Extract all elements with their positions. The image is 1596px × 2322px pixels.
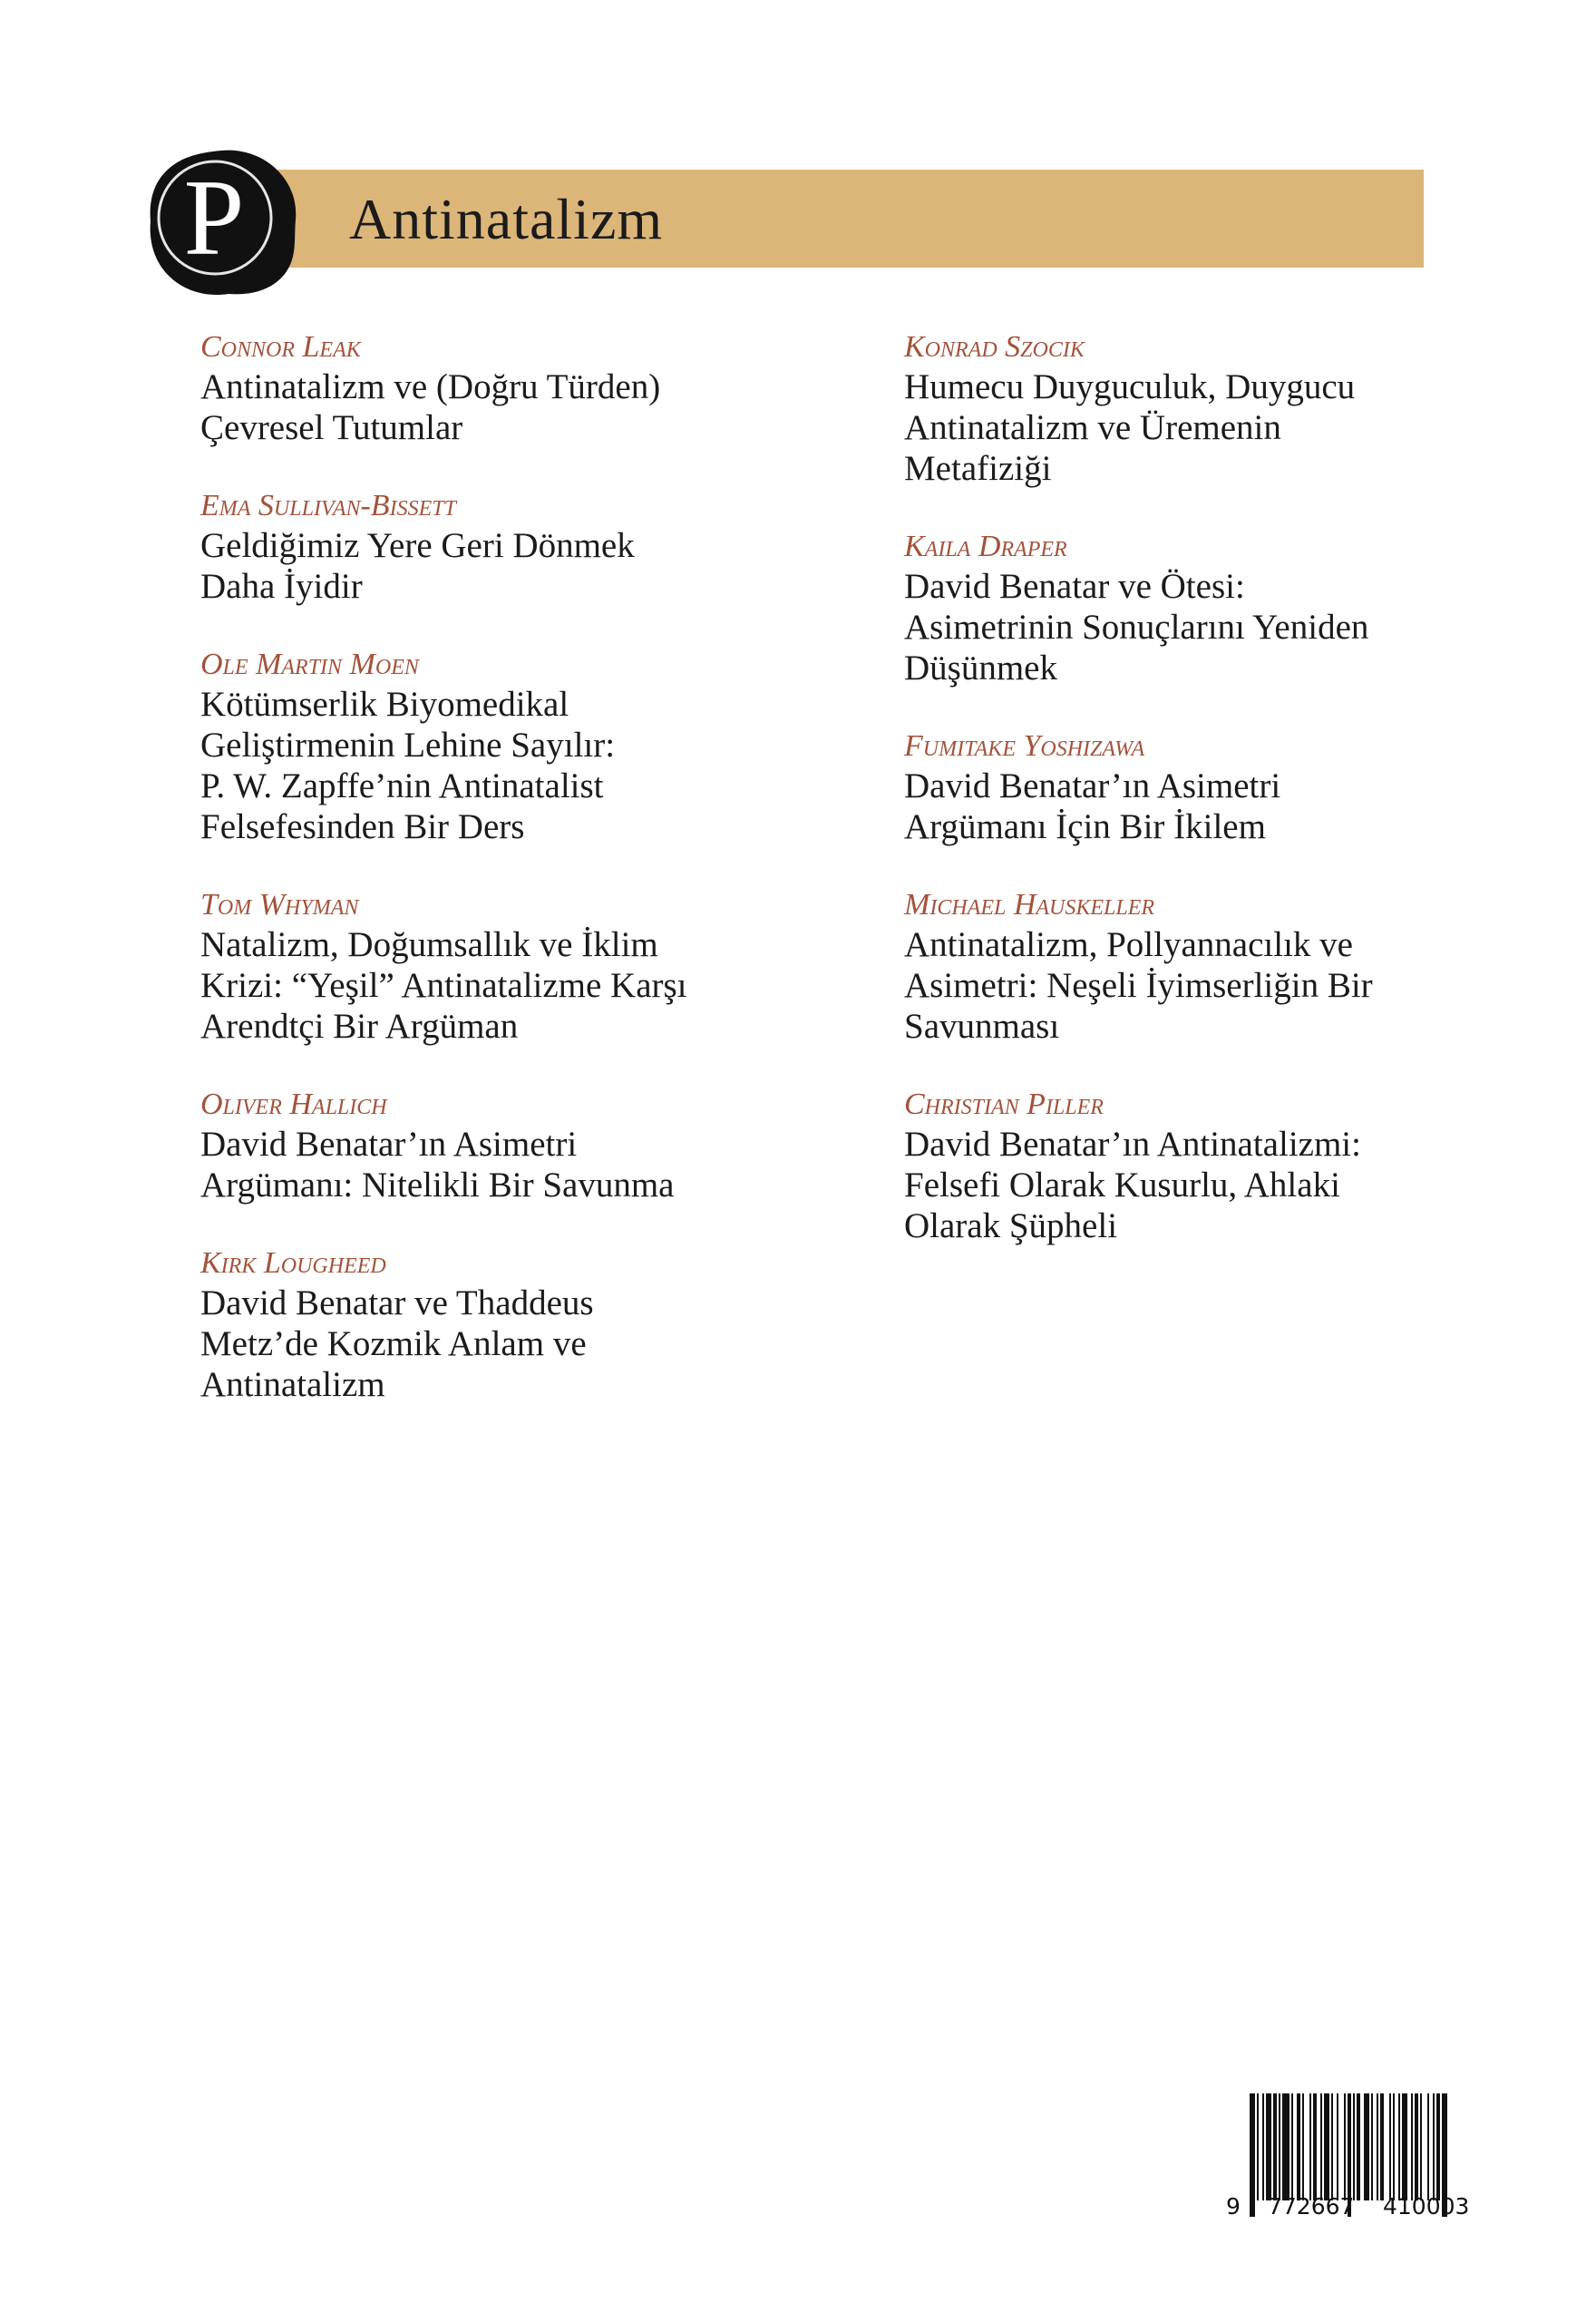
page-title: Antinatalizm — [349, 187, 664, 251]
barcode-bar — [1320, 2093, 1322, 2200]
article-author: Ema Sullivan-Bissett — [200, 489, 456, 522]
barcode-bar — [1324, 2093, 1329, 2200]
article-title — [200, 1124, 763, 1205]
article-title — [200, 684, 763, 847]
article-title-line: Antinatalizm ve (Doğru Türden) — [200, 367, 661, 406]
barcode-bar — [1250, 2093, 1255, 2217]
article-title-line: Asimetri: Neşeli İyimserliğin Bir — [904, 966, 1373, 1005]
barcode-bar — [1380, 2093, 1384, 2200]
article-title-line: Asimetrinin Sonuçlarını Yeniden — [904, 608, 1369, 647]
article-entry — [904, 1086, 1466, 1246]
article-title-line: Humecu Duyguculuk, Duygucu — [904, 367, 1356, 406]
article-entry — [200, 487, 763, 607]
barcode-bar — [1266, 2093, 1271, 2200]
barcode-bar — [1273, 2093, 1277, 2200]
article-title — [200, 1283, 763, 1405]
barcode-bar — [1398, 2093, 1400, 2200]
barcode-bar — [1297, 2093, 1300, 2200]
barcode-digit-group-right: 410003 — [1383, 2193, 1470, 2220]
article-author: Connor Leak — [200, 330, 361, 364]
barcode-bar — [1393, 2093, 1395, 2200]
barcode-bar — [1309, 2093, 1311, 2200]
article-title-line: David Benatar’ın Antinatalizmi: — [904, 1125, 1361, 1164]
article-title-line: Geliştirmenin Lehine Sayılır: — [200, 726, 616, 765]
barcode-bar — [1420, 2093, 1422, 2200]
article-author: Kaila Draper — [904, 530, 1067, 563]
right-column — [904, 328, 1466, 1285]
barcode-bar — [1402, 2093, 1407, 2200]
article-title — [200, 924, 763, 1047]
article-title — [904, 366, 1466, 489]
barcode-bar — [1291, 2093, 1293, 2200]
article-title — [904, 766, 1466, 847]
barcode-bar — [1427, 2093, 1429, 2200]
left-column — [200, 328, 763, 1444]
article-title-line: Arendtçi Bir Argüman — [200, 1007, 519, 1046]
article-entry — [200, 1086, 763, 1205]
article-title — [904, 924, 1466, 1047]
article-entry — [904, 528, 1466, 688]
article-title-line: Antinatalizm, Pollyannacılık ve — [904, 925, 1353, 964]
article-title-line: Natalizm, Doğumsallık ve İklim — [200, 925, 658, 964]
article-title-line: Daha İyidir — [200, 567, 363, 606]
article-author: Oliver Hallich — [200, 1088, 387, 1121]
article-title-line: Metz’de Kozmik Anlam ve — [200, 1324, 587, 1363]
article-entry — [904, 328, 1466, 489]
article-entry — [200, 1244, 763, 1405]
barcode-bar — [1344, 2093, 1346, 2200]
article-title-line: David Benatar’ın Asimetri — [904, 766, 1281, 805]
barcode-bar — [1371, 2093, 1373, 2200]
barcode-bar — [1436, 2093, 1440, 2200]
article-title — [200, 366, 763, 448]
article-author: Michael Hauskeller — [904, 888, 1155, 922]
barcode-bar — [1313, 2093, 1317, 2200]
article-title-line: David Benatar’ın Asimetri — [200, 1125, 578, 1164]
article-author: Christian Piller — [904, 1088, 1104, 1121]
article-title-line: Geldiğimiz Yere Geri Dönmek — [200, 526, 635, 565]
article-title-line: David Benatar ve Ötesi: — [904, 567, 1245, 606]
article-title-line: Kötümserlik Biyomedikal — [200, 685, 569, 724]
article-title-line: Antinatalizm — [200, 1365, 385, 1404]
article-entry — [904, 886, 1466, 1047]
barcode-bar — [1279, 2093, 1280, 2200]
barcode-bar — [1262, 2093, 1264, 2200]
article-author: Tom Whyman — [200, 888, 359, 922]
barcode-bar — [1377, 2093, 1378, 2200]
article-title-line: Felsefesinden Bir Ders — [200, 807, 525, 846]
article-entry — [904, 727, 1466, 847]
barcode-bar — [1411, 2093, 1413, 2200]
article-title-line: Felsefi Olarak Kusurlu, Ahlaki — [904, 1166, 1340, 1205]
barcode-bar — [1353, 2093, 1355, 2200]
article-author: Kirk Lougheed — [200, 1246, 386, 1280]
article-author: Konrad Szocik — [904, 330, 1085, 364]
barcode-bar — [1257, 2093, 1259, 2200]
article-title-line: Düşünmek — [904, 649, 1057, 688]
article-title — [904, 566, 1466, 688]
barcode-bar — [1282, 2093, 1289, 2200]
article-title-line: David Benatar ve Thaddeus — [200, 1283, 594, 1322]
barcode-bar — [1331, 2093, 1333, 2200]
article-title-line: Çevresel Tutumlar — [200, 408, 463, 447]
barcode-bar — [1364, 2093, 1369, 2200]
article-title-line: P. W. Zapffe’nin Antinatalist — [200, 766, 604, 805]
article-title-line: Argümanı İçin Bir İkilem — [904, 807, 1266, 846]
barcode-bar — [1415, 2093, 1418, 2200]
article-title-line: Krizi: “Yeşil” Antinatalizme Karşı — [200, 966, 687, 1005]
article-title — [904, 1124, 1466, 1246]
article-title-line: Savunması — [904, 1007, 1060, 1046]
article-title — [200, 525, 763, 607]
article-author: Fumitake Yoshizawa — [904, 729, 1145, 763]
barcode-digit-first: 9 — [1226, 2193, 1241, 2220]
article-title-line: Metafiziği — [904, 449, 1052, 488]
barcode-digit-group-left: 772667 — [1268, 2193, 1355, 2220]
seal-letter: P — [183, 157, 245, 278]
article-entry — [200, 646, 763, 847]
barcode-bar — [1433, 2093, 1435, 2200]
barcode-bar — [1357, 2093, 1360, 2200]
barcode-bar — [1337, 2093, 1338, 2200]
article-author: Ole Martin Moen — [200, 648, 419, 681]
article-entry — [200, 328, 763, 448]
article-title-line: Olarak Şüpheli — [904, 1206, 1118, 1245]
barcode-bar — [1302, 2093, 1304, 2200]
barcode-bar — [1389, 2093, 1391, 2200]
article-title-line: Argümanı: Nitelikli Bir Savunma — [200, 1166, 675, 1205]
article-title-line: Antinatalizm ve Üremenin — [904, 408, 1281, 447]
article-entry — [200, 886, 763, 1047]
